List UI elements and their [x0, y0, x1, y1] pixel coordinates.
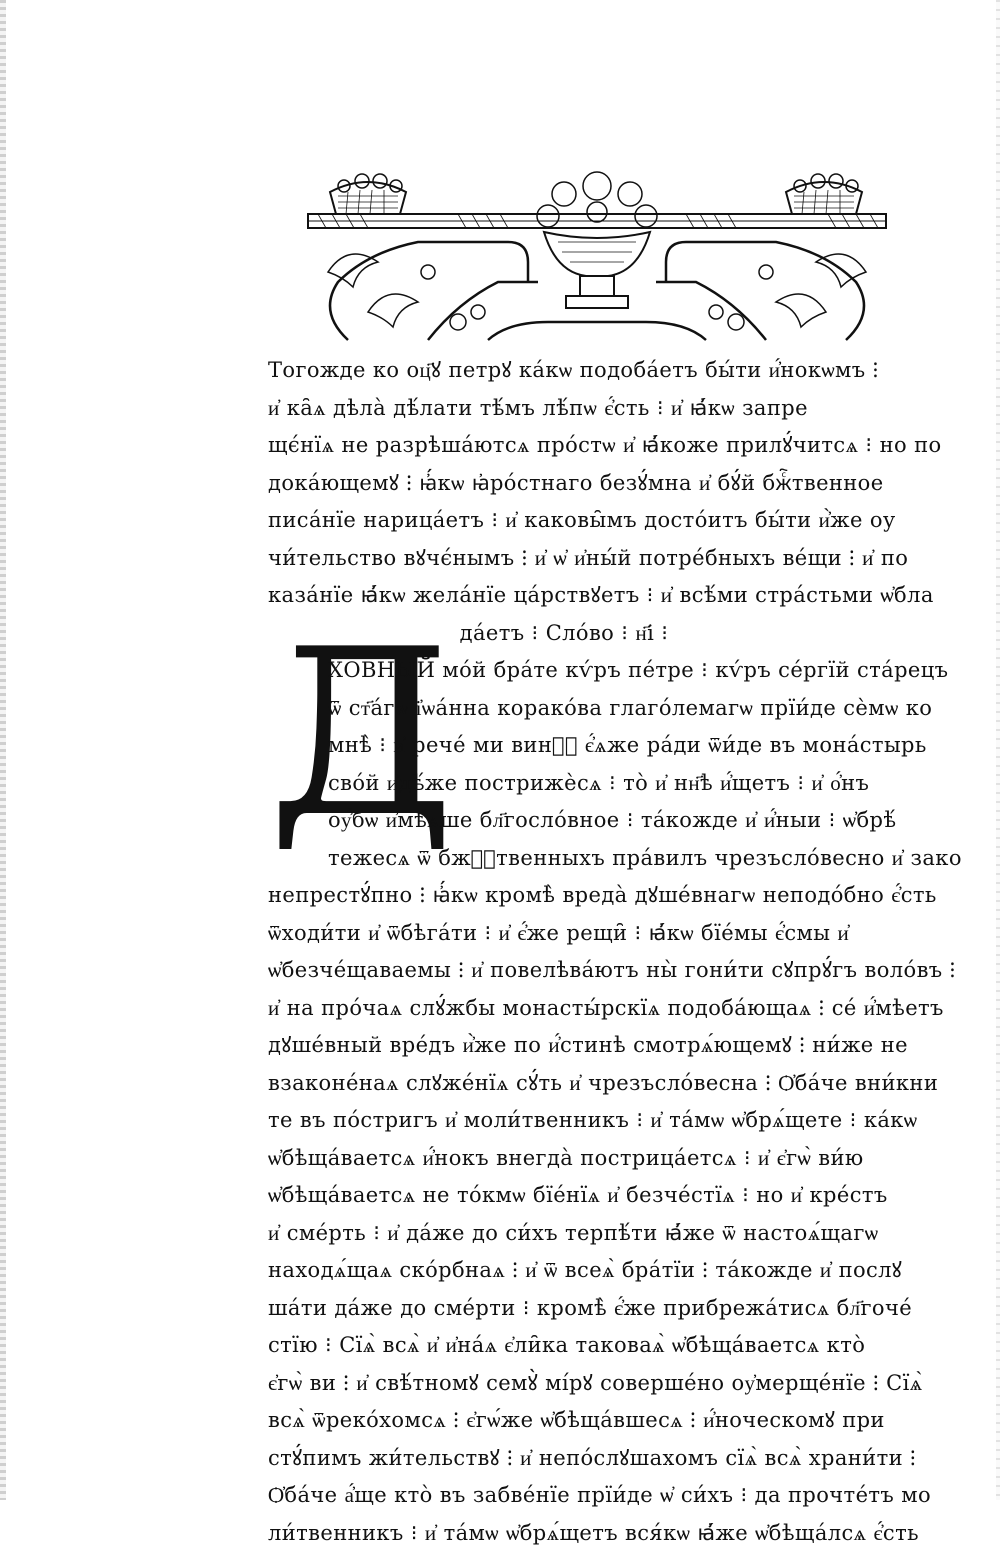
scan-edge-left: [0, 0, 6, 1500]
text-line: находѧ́щаѧ ско́рбнаѧ ⁝ и҆ ѿ всеѧ̀ бра́тїи ⁝ та́кожде и҆ послꙋ: [268, 1252, 920, 1290]
text-line: ша́ти да́же до сме́рти ⁝ кромѣ̀ є҆́же прибрежа́тисѧ бл҃гоче́: [268, 1290, 920, 1328]
text-line: писа́нїе нарица́етъ ⁝ и҆ каковы̑мъ досто́итъ бы́ти и҆̀же оу: [268, 502, 920, 540]
text-line: оу҆́бѡ и҆мѣ́ѧше бл҃госло́вное ⁝ та́кожде и҆ и҆́ныи ⁝ ѡ҆брѣ́: [268, 802, 920, 840]
text-line: Тогожде ко оц҃ꙋ петрꙋ ка́кѡ подоба́етъ бы́ти и҆́нокѡмъ ⁝: [268, 352, 920, 390]
text-line: ХОВНЫЙ мо́й бра́те кѵ́ръ пе́тре ⁝ кѵ́ръ се́ргїй ста́рецъ: [268, 652, 920, 690]
text-line: дока́ющемꙋ ⁝ ꙗ҆́кѡ ꙗ҆ро́стнаго безꙋ́мна и҆ бꙋ́й бжⷭ҇твенное: [268, 465, 920, 503]
scan-edge-right: [996, 0, 1000, 1500]
text-line: щє́нїѧ не разрѣша́ютсѧ про́стѡ и҆ ꙗ҆́коже прилꙋ́читсѧ ⁝ но по: [268, 427, 920, 465]
text-line: дꙋше́вный вре́дъ и҆̀же по и҆́стинѣ смотрѧ́ющемꙋ ⁝ ни́же не: [268, 1027, 920, 1065]
text-line: и҆ на про́чаѧ слꙋ́жбы монасты́рскїѧ подоба́ющаѧ ⁝ се́ и҆́мѣетъ: [268, 990, 920, 1028]
drop-cap: Д: [268, 610, 324, 860]
text-line: є҆гѡ̀ ви ⁝ и҆ свѣ́тномꙋ семꙋ̀ мі́рꙋ соверше́но оу҆мерще́нїе ⁝ Сїѧ̀: [268, 1365, 920, 1403]
text-line: ѡ҆бѣща́ваетсѧ и҆́нокъ внегда̀ пострица́етсѧ ⁝ и҆ є҆гѡ̀ ви́ю: [268, 1140, 920, 1178]
text-line: Ѻ҆ба́че а҆́ще кто̀ въ забве́нїе прїи́де ѡ҆ си́хъ ⁝ да прочте́тъ мо: [268, 1477, 920, 1515]
text-line: ли́твенникъ ⁝ и҆ та́мѡ ѡ҆брѧ́щетъ вся́кѡ ꙗ҆́же ѡ҆бѣща́лсѧ є҆́сть: [268, 1515, 920, 1552]
text-line: чи́тельство вꙋчє́нымъ ⁝ и҆ ѡ҆ и҆ны́й потре́бныхъ ве́щи ⁝ и҆ по: [268, 540, 920, 578]
left-basket-icon: [330, 174, 406, 214]
right-basket-icon: [786, 174, 862, 214]
flower-vase-icon: [537, 172, 657, 308]
text-line: ѡ҆безче́щаваемы ⁝ и҆ повелѣва́ютъ ны̀ гони́ти сꙋпрꙋ́гъ воло́въ ⁝: [268, 952, 920, 990]
text-line: и҆ сме́рть ⁝ и҆ да́же до си́хъ терпѣ́ти ꙗ҆́же ѿ настоѧ́щагѡ: [268, 1215, 920, 1253]
text-line: и҆ ка̑ѧ дѣла̀ дѣ́лати тѣ́мъ лѣ́пѡ є҆́сть ⁝ и҆ ꙗ҆́кѡ запре: [268, 390, 920, 428]
text-line: взаконе́наѧ слꙋже́нїѧ сꙋ́ть и҆ чрезъсло́весна ⁝ Ѻ҆ба́че вни́кни: [268, 1065, 920, 1103]
text-line: каза́нїе ꙗ҆́кѡ жела́нїе ца́рствꙋетъ ⁝ и҆ всѣ́ми стра́стьми ѡ҆бла: [268, 577, 920, 615]
text-line: стꙋ́пимъ жи́тельствꙋ ⁝ и҆ непо́слꙋшахомъ сїѧ̀ всѧ̀ храни́ти ⁝: [268, 1440, 920, 1478]
text-line: ѿходи́ти и҆ ѿбѣга́ти ⁝ и҆ є҆́же рещи̑ ⁝ ꙗ҆́кѡ бїе́мы є҆́смы и҆: [268, 915, 920, 953]
text-line: всѧ̀ ѿреко́хомсѧ ⁝ є҆гѡ́же ѡ҆бѣща́вшесѧ ⁝ и҆́ноческомꙋ при: [268, 1402, 920, 1440]
text-block: [268, 352, 920, 1552]
text-line: те въ по́стригъ и҆ моли́твенникъ ⁝ и҆ та́мѡ ѡ҆брѧ́щете ⁝ ка́кѡ: [268, 1102, 920, 1140]
section-title: да́етъ ⁝ Сло́во ⁝ н҃і ⁝: [268, 615, 920, 653]
ornamental-headpiece-icon: [308, 172, 886, 344]
text-line: сво́й и҆дѣ́же пострижѐсѧ ⁝ то̀ и҆ нн҃ѣ и҆́щетъ ⁝ и҆ о҆́нъ: [268, 765, 920, 803]
text-line: стїю ⁝ Сїѧ̀ всѧ̀ и҆ и҆на́ѧ є҆ли̑ка таковаѧ̀ ѡ҆бѣща́ваетсѧ кто̀: [268, 1327, 920, 1365]
text-line: тежесѧ ѿ бжⷭ҇твенныхъ пра́вилъ чрезъсло́весно и҆ зако: [268, 840, 920, 878]
text-line: ѡ҆бѣща́ваетсѧ не то́кмѡ бїе́нїѧ и҆ безче́стїѧ ⁝ но и҆ кре́стъ: [268, 1177, 920, 1215]
text-line: мнѣ̀ ⁝ и҆ рече́ ми вин꙽ꙋ є҆́ѧже ра́ди ѿи́де въ мона́стырь: [268, 727, 920, 765]
text-line: ѿ ст҃а́гѡ і҆ѡа́нна корако́ва глаго́лемагѡ прїи́де сѐмѡ ко: [268, 690, 920, 728]
text-line: непрестꙋ́пно ⁝ ꙗ҆́кѡ кромѣ̀ вреда̀ дꙋше́внагѡ неподо́бно є҆́сть: [268, 877, 920, 915]
